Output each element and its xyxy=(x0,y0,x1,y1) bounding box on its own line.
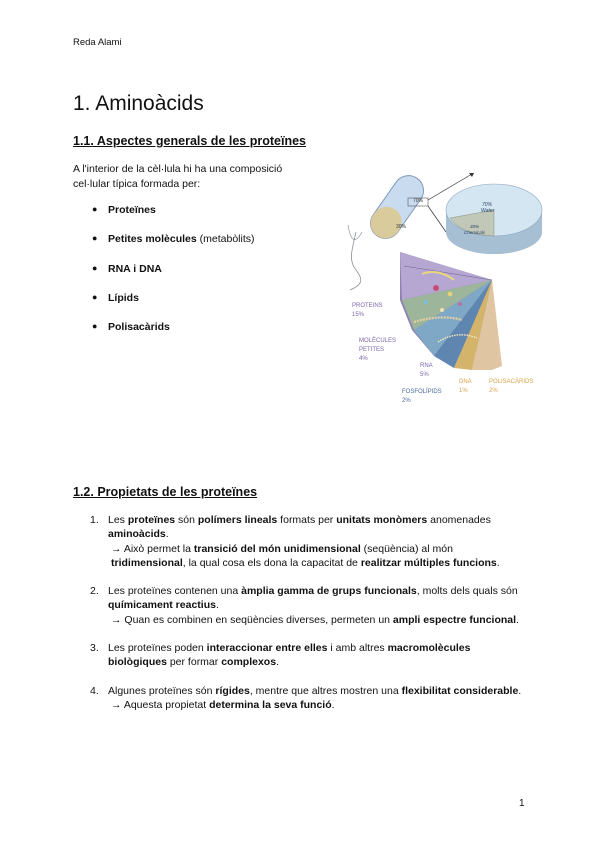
bold-term: flexibilitat considerable xyxy=(401,684,519,697)
property-note xyxy=(108,698,530,712)
bold-term: determina la seva funció xyxy=(209,698,332,711)
bullet-icon: ● xyxy=(92,321,98,332)
text-run: Algunes proteïnes són xyxy=(108,684,216,697)
text-run: . xyxy=(215,599,219,612)
bullet-icon: ● xyxy=(92,233,98,244)
text-run: → Això permet la xyxy=(111,542,194,555)
bold-term: transició del món unidimensional xyxy=(193,542,361,555)
text-run: → Aquesta propietat xyxy=(111,698,210,711)
component-item xyxy=(92,292,254,321)
text-run: . xyxy=(518,684,522,697)
component-item xyxy=(92,204,254,233)
bold-term: tridimensional xyxy=(111,556,183,569)
component-name: Polisacàrids xyxy=(108,321,170,334)
text-run: Les proteïnes poden xyxy=(108,642,207,655)
bold-term: realitzar múltiples funcions xyxy=(360,556,497,569)
property-item xyxy=(90,684,530,713)
property-item xyxy=(90,641,530,670)
text-run: (seqüència) al món xyxy=(360,542,453,555)
property-note xyxy=(108,542,530,571)
text-run: i amb altres xyxy=(327,642,388,655)
text-run: . xyxy=(165,528,169,541)
water-label: Water xyxy=(481,208,495,214)
text-run: . xyxy=(276,656,279,669)
component-name: Lípids xyxy=(108,291,139,304)
pct-30-label: 30% xyxy=(396,224,407,230)
component-name: RNA i DNA xyxy=(108,262,162,275)
item-number: 3. xyxy=(90,642,99,655)
bold-term: químicament reactius xyxy=(108,599,216,612)
pie-70-label: 70% xyxy=(482,202,493,208)
polysaccharides-pct: 2% xyxy=(489,388,498,394)
small-molecules-pct: 4% xyxy=(359,356,368,362)
text-run: per formar xyxy=(166,656,222,669)
component-item xyxy=(92,233,254,262)
text-run: . xyxy=(516,613,519,626)
bullet-icon: ● xyxy=(92,262,98,273)
bullet-icon: ● xyxy=(92,204,98,214)
bold-term: proteïnes xyxy=(127,514,176,526)
property-text xyxy=(108,514,491,540)
component-name: Proteïnes xyxy=(108,204,156,216)
dna-label: DNA xyxy=(459,379,472,385)
composition-fan xyxy=(400,252,502,370)
bold-term: rígides xyxy=(215,684,250,697)
small-molecules-label-1: MOLÈCULES xyxy=(359,338,397,344)
bold-term: ampli espectre funcional xyxy=(392,613,517,626)
text-run: Les xyxy=(108,514,128,526)
property-text xyxy=(108,685,521,697)
proteins-label: PROTEINS xyxy=(352,303,383,309)
property-item xyxy=(90,513,530,570)
bold-term: complexos xyxy=(221,656,277,669)
item-number: 4. xyxy=(90,684,99,697)
property-note xyxy=(108,613,530,627)
text-run: , mentre que altres mostren una xyxy=(249,684,402,697)
section-2-heading: 1.2. Propietats de les proteïnes xyxy=(73,485,258,499)
components-list xyxy=(92,204,254,350)
page-number: 1 xyxy=(519,798,525,809)
text-run: . xyxy=(496,556,500,569)
small-molecules-label-2: PETITES xyxy=(359,347,385,353)
polysaccharides-label: POLISACÀRIDS xyxy=(489,379,534,385)
pct-70-label: 70% xyxy=(413,198,424,204)
author-name: Reda Alami xyxy=(73,37,122,48)
component-item xyxy=(92,321,254,350)
text-run: , molts dels quals són xyxy=(416,585,518,598)
text-run: formats per xyxy=(277,514,337,526)
property-text xyxy=(108,585,518,611)
bold-term: unitats monòmers xyxy=(336,514,428,526)
phospholipids-label: FOSFOLÍPIDS xyxy=(402,389,442,395)
component-name: Petites molècules xyxy=(108,233,197,246)
text-run: , la qual cosa els dona la capacitat de xyxy=(182,556,361,569)
bullet-icon: ● xyxy=(92,291,98,302)
phospholipids-pct: 2% xyxy=(402,398,411,404)
water-chemicals-pie xyxy=(446,184,542,254)
component-item xyxy=(92,263,254,292)
bold-term: aminoàcids xyxy=(108,528,166,541)
section-1-heading: 1.1. Aspectes generals de les proteïnes xyxy=(73,134,306,148)
properties-list xyxy=(90,513,530,726)
text-run: Les proteïnes contenen una xyxy=(108,585,242,598)
text-run: anomenades xyxy=(427,514,491,526)
cell-composition-figure xyxy=(342,170,534,410)
proteins-pct: 15% xyxy=(352,312,365,318)
rna-pct: 5% xyxy=(420,372,429,378)
dna-pct: 1% xyxy=(459,388,468,394)
bold-term: interaccionar entre elles xyxy=(206,642,328,655)
component-detail: (metabòlits) xyxy=(196,233,255,246)
text-run: són xyxy=(175,514,198,526)
text-run: → Quan es combinen en seqüències diverses, permeten un xyxy=(111,613,393,626)
bold-term: macromolècules biològiques xyxy=(108,642,471,669)
intro-paragraph: A l'interior de la cèl·lula hi ha una composició cel·lular típica formada per: xyxy=(73,163,283,190)
bold-term: àmplia gamma de grups funcionals xyxy=(241,585,417,598)
item-number: 1. xyxy=(90,514,99,526)
bold-term: polímers lineals xyxy=(197,514,278,526)
item-number: 2. xyxy=(90,585,99,598)
chemicals-label: Chemicals xyxy=(464,230,486,235)
pie-30-label: 30% xyxy=(470,224,480,229)
text-run: . xyxy=(331,698,335,711)
rna-label: RNA xyxy=(420,363,433,369)
property-item xyxy=(90,584,530,627)
page-title: 1. Aminoàcids xyxy=(73,92,204,115)
property-text xyxy=(108,642,470,668)
